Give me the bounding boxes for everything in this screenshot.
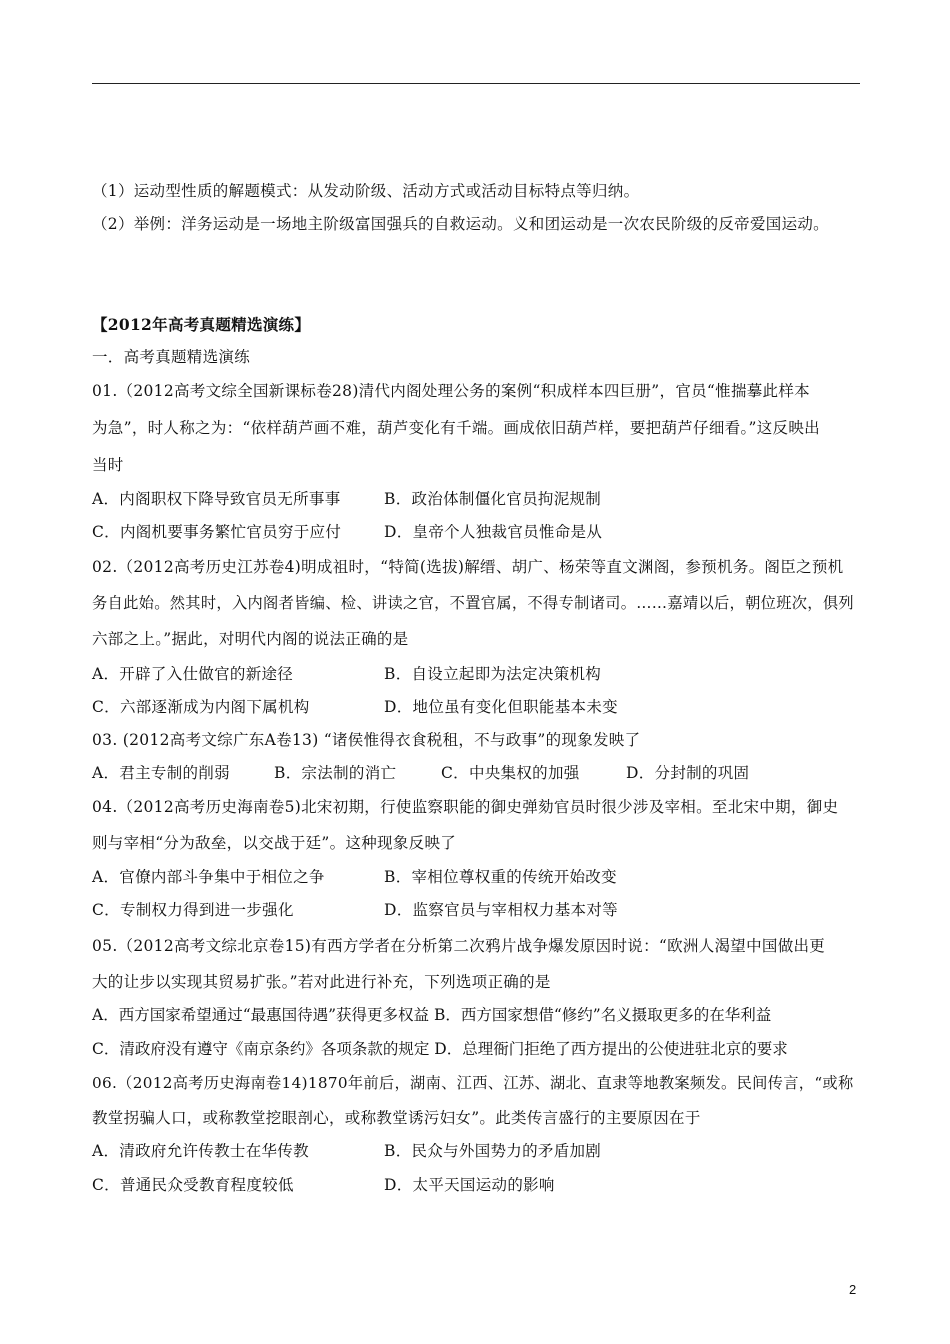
q5-stem-line-1: 05.（2012高考文综北京卷15)有西方学者在分析第二次鸦片战争爆发原因时说：“欧洲人渴望中国做出更 [92,937,826,955]
q2-stem-line-1: 02.（2012高考历史江苏卷4)明成祖时，“特简(选拔)解缙、胡广、杨荣等直文渊阁，参预机务。阁臣之预机 [92,558,844,576]
q2-stem-line-2: 务自此始。然其时，入内阁者皆编、检、讲读之官，不置官属，不得专制诸司。……嘉靖以后，朝位班次，俱列 [92,594,854,612]
tip-line-2: （2）举例：洋务运动是一场地主阶级富国强兵的自救运动。义和团运动是一次农民阶级的反帝爱国运动。 [92,215,829,233]
q3-stem-line-1: 03. (2012高考文综广东A卷13) “诸侯惟得衣食税租，不与政事”的现象发映了 [92,731,641,749]
q1-stem-line-1: 01.（2012高考文综全国新课标卷28)清代内阁处理公务的案例“积成样本四巨册”，官员“惟揣摹此样本 [92,382,810,400]
q4-option-c: C．专制权力得到进一步强化 [92,901,294,919]
q2-option-b: B．自设立起即为法定决策机构 [384,665,602,683]
q1-option-d: D．皇帝个人独裁官员惟命是从 [384,523,603,541]
q4-option-d: D．监察官员与宰相权力基本对等 [384,901,618,919]
tip-line-1: （1）运动型性质的解题模式：从发动阶级、活动方式或活动目标特点等归纳。 [92,182,640,200]
q2-stem-line-3: 六部之上。”据此，对明代内阁的说法正确的是 [92,630,409,648]
q1-option-a: A．内阁职权下降导致官员无所事事 [92,490,341,508]
q6-stem-line-1: 06.（2012高考历史海南卷14)1870年前后，湖南、江西、江苏、湖北、直隶等地教案频发。民间传言，“或称 [92,1074,854,1092]
q2-option-a: A．开辟了入仕做官的新途径 [92,665,294,683]
q4-option-b: B．宰相位尊权重的传统开始改变 [384,868,617,886]
q5-options-cd: C．清政府没有遵守《南京条约》各项条款的规定 D．总理衙门拒绝了西方提出的公使进驻北京的要求 [92,1040,788,1058]
q6-option-d: D．太平天国运动的影响 [384,1176,555,1194]
q3-option-a: A．君主专制的削弱 [92,764,230,782]
q4-stem-line-2: 则与宰相“分为敌垒，以交战于廷”。这种现象反映了 [92,834,457,852]
section-subheading: 一．高考真题精选演练 [92,348,251,366]
header-rule [92,83,860,84]
q5-stem-line-2: 大的让步以实现其贸易扩张。”若对此进行补充，下列选项正确的是 [92,973,551,991]
q1-stem-line-2: 为急”，时人称之为：“依样葫芦画不难，葫芦变化有千端。画成依旧葫芦样，要把葫芦仔细看。”这反映出 [92,419,820,437]
q5-options-ab: A．西方国家希望通过“最惠国待遇”获得更多权益 B．西方国家想借“修约”名义摄取更多的在华利益 [92,1006,772,1024]
q2-option-d: D．地位虽有变化但职能基本未变 [384,698,618,716]
q3-option-b: B．宗法制的消亡 [274,764,397,782]
q4-stem-line-1: 04.（2012高考历史海南卷5)北宋初期，行使监察职能的御史弹劾官员时很少涉及宰相。至北宋中期，御史 [92,798,839,816]
q4-option-a: A．官僚内部斗争集中于相位之争 [92,868,325,886]
q2-option-c: C．六部逐渐成为内阁下属机构 [92,698,310,716]
section-heading: 【2012年高考真题精选演练】 [92,315,311,334]
q1-option-c: C．内阁机要事务繁忙官员穷于应付 [92,523,342,541]
q3-option-c: C．中央集权的加强 [441,764,580,782]
q3-option-d: D．分封制的巩固 [626,764,750,782]
q6-option-a: A．清政府允许传教士在华传教 [92,1142,309,1160]
q1-stem-line-3: 当时 [92,456,124,474]
q6-option-c: C．普通民众受教育程度较低 [92,1176,294,1194]
q6-option-b: B．民众与外国势力的矛盾加剧 [384,1142,602,1160]
q1-option-b: B．政治体制僵化官员拘泥规制 [384,490,602,508]
q6-stem-line-2: 教堂拐骗人口，或称教堂挖眼剖心，或称教堂诱污妇女”。此类传言盛行的主要原因在于 [92,1109,701,1127]
page-number: 2 [849,1282,857,1297]
